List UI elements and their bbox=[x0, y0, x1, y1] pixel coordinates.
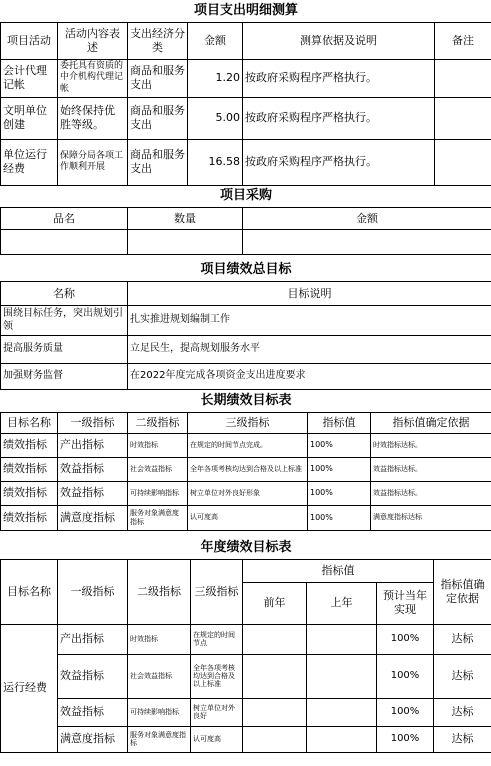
level2-cell: 服务对象满意度指标 bbox=[128, 726, 191, 752]
prev2-cell bbox=[243, 698, 307, 726]
table-row bbox=[1, 481, 491, 505]
header-cell: 指标值确定依据 bbox=[434, 559, 491, 624]
procurement-table bbox=[0, 186, 491, 260]
note-cell bbox=[435, 139, 491, 185]
header-cell: 三级指标 bbox=[191, 559, 243, 624]
level1-cell: 效益指标 bbox=[58, 698, 128, 726]
level3-cell: 在规定的时间节点 bbox=[191, 624, 243, 654]
target-name-cell: 绩效指标 bbox=[1, 457, 58, 481]
header-cell: 指标值 bbox=[243, 559, 434, 582]
basis-cell: 达标 bbox=[434, 726, 491, 752]
goal-name-cell: 围绕目标任务，突出规划引领 bbox=[1, 306, 128, 336]
target-name-cell: 绩效指标 bbox=[1, 433, 58, 457]
annual-title: 年度绩效目标表 bbox=[200, 539, 292, 555]
basis-cell: 按政府采购程序严格执行。 bbox=[243, 139, 435, 185]
activity-cell: 文明单位创建 bbox=[1, 97, 58, 139]
basis-cell: 达标 bbox=[434, 698, 491, 726]
basis-cell: 按政府采购程序严格执行。 bbox=[243, 97, 435, 139]
table-row bbox=[1, 97, 491, 139]
amount-cell: 5.00 bbox=[188, 97, 243, 139]
table-row bbox=[1, 457, 491, 481]
header-cell: 二级指标 bbox=[128, 559, 191, 624]
value-cell: 100% bbox=[308, 433, 371, 457]
basis-cell: 满意度指标达标 bbox=[371, 505, 491, 530]
level3-cell: 认可度高 bbox=[191, 726, 243, 752]
level3-cell: 全年各项考核均达到合格及以上标准 bbox=[188, 457, 308, 481]
annual-table bbox=[0, 537, 491, 753]
level1-cell: 产出指标 bbox=[58, 624, 128, 654]
goal-name-cell: 加强财务监督 bbox=[1, 364, 128, 390]
prev1-cell bbox=[307, 654, 377, 698]
activity-cell: 会计代理记帐 bbox=[1, 59, 58, 97]
note-cell bbox=[435, 59, 491, 97]
header-cell: 备注 bbox=[435, 22, 491, 59]
table-row bbox=[1, 505, 491, 530]
prev2-cell bbox=[243, 726, 307, 752]
longterm-title: 长期绩效目标表 bbox=[200, 392, 292, 408]
header-cell: 活动内容表述 bbox=[58, 22, 128, 59]
prev1-cell bbox=[307, 698, 377, 726]
header-cell: 二级指标 bbox=[128, 412, 188, 433]
level2-cell: 时效指标 bbox=[128, 624, 191, 654]
prev1-cell bbox=[307, 726, 377, 752]
level1-cell: 产出指标 bbox=[58, 433, 128, 457]
expense-table bbox=[0, 0, 491, 186]
header-cell: 项目活动 bbox=[1, 22, 58, 59]
level2-cell: 可持续影响指标 bbox=[128, 698, 191, 726]
level1-cell: 满意度指标 bbox=[58, 505, 128, 530]
prev1-cell bbox=[307, 624, 377, 654]
level3-cell: 全年各项考核均达到合格及以上标准 bbox=[191, 654, 243, 698]
expense-title: 项目支出明细测算 bbox=[194, 2, 299, 18]
overall-goal-table bbox=[0, 260, 491, 391]
category-cell: 商品和服务支出 bbox=[128, 139, 188, 185]
level1-cell: 满意度指标 bbox=[58, 726, 128, 752]
basis-cell: 效益指标达标。 bbox=[371, 457, 491, 481]
table-row bbox=[1, 624, 491, 654]
level1-cell: 效益指标 bbox=[58, 654, 128, 698]
goal-name-cell: 提高服务质量 bbox=[1, 336, 128, 364]
table-row bbox=[1, 306, 491, 336]
header-cell: 前年 bbox=[243, 582, 307, 624]
header-cell: 品名 bbox=[1, 208, 128, 230]
empty-cell bbox=[1, 230, 128, 255]
table-row bbox=[1, 654, 491, 698]
content-cell: 始终保持优胜等级。 bbox=[58, 97, 128, 139]
goal-desc-cell: 在2022年度完成各项资金支出进度要求 bbox=[128, 364, 491, 390]
header-cell: 目标名称 bbox=[1, 559, 58, 624]
header-cell: 一级指标 bbox=[58, 412, 128, 433]
expected-cell: 100% bbox=[377, 624, 434, 654]
activity-cell: 单位运行经费 bbox=[1, 139, 58, 185]
goal-desc-cell: 扎实推进规划编制工作 bbox=[128, 306, 491, 336]
table-row bbox=[1, 726, 491, 752]
level1-cell: 效益指标 bbox=[58, 481, 128, 505]
prev2-cell bbox=[243, 624, 307, 654]
amount-cell: 1.20 bbox=[188, 59, 243, 97]
level3-cell: 认可度高 bbox=[188, 505, 308, 530]
level2-cell: 时效指标 bbox=[128, 433, 188, 457]
level2-cell: 服务对象满意度指标 bbox=[128, 505, 188, 530]
expected-cell: 100% bbox=[377, 698, 434, 726]
goal-desc-cell: 立足民生，提高规划服务水平 bbox=[128, 336, 491, 364]
level2-cell: 社会效益指标 bbox=[128, 654, 191, 698]
level2-cell: 社会效益指标 bbox=[128, 457, 188, 481]
overall-title: 项目绩效总目标 bbox=[200, 262, 292, 278]
header-cell: 目标名称 bbox=[1, 412, 58, 433]
level2-cell: 可持续影响指标 bbox=[128, 481, 188, 505]
level1-cell: 效益指标 bbox=[58, 457, 128, 481]
header-cell: 指标值确定依据 bbox=[371, 412, 491, 433]
level3-cell: 在规定的时间节点完成。 bbox=[188, 433, 308, 457]
amount-cell: 16.58 bbox=[188, 139, 243, 185]
content-cell: 委托具有资质的中介机构代理记帐 bbox=[58, 59, 128, 97]
longterm-table bbox=[0, 390, 491, 537]
empty-cell bbox=[243, 230, 491, 255]
value-cell: 100% bbox=[308, 457, 371, 481]
target-name-cell: 绩效指标 bbox=[1, 481, 58, 505]
value-cell: 100% bbox=[308, 505, 371, 530]
table-row bbox=[1, 336, 491, 364]
header-cell: 名称 bbox=[1, 282, 128, 306]
expected-cell: 100% bbox=[377, 654, 434, 698]
prev2-cell bbox=[243, 654, 307, 698]
table-row bbox=[1, 364, 491, 390]
value-cell: 100% bbox=[308, 481, 371, 505]
header-cell: 支出经济分类 bbox=[128, 22, 188, 59]
basis-cell: 效益指标达标。 bbox=[371, 481, 491, 505]
table-row bbox=[1, 433, 491, 457]
header-cell: 测算依据及说明 bbox=[243, 22, 435, 59]
basis-cell: 达标 bbox=[434, 654, 491, 698]
level3-cell: 树立单位对外良好形象 bbox=[188, 481, 308, 505]
header-cell: 数量 bbox=[128, 208, 243, 230]
category-cell: 商品和服务支出 bbox=[128, 59, 188, 97]
header-cell: 一级指标 bbox=[58, 559, 128, 624]
header-cell: 金额 bbox=[243, 208, 491, 230]
header-cell: 上年 bbox=[307, 582, 377, 624]
header-cell: 预计当年实现 bbox=[377, 582, 434, 624]
empty-cell bbox=[128, 230, 243, 255]
basis-cell: 按政府采购程序严格执行。 bbox=[243, 59, 435, 97]
header-cell: 目标说明 bbox=[128, 282, 491, 306]
target-name-cell: 绩效指标 bbox=[1, 505, 58, 530]
level3-cell: 树立单位对外良好 bbox=[191, 698, 243, 726]
table-row bbox=[1, 139, 491, 185]
header-cell: 金额 bbox=[188, 22, 243, 59]
content-cell: 保障分局各项工作顺利开展 bbox=[58, 139, 128, 185]
category-cell: 商品和服务支出 bbox=[128, 97, 188, 139]
table-row bbox=[1, 230, 491, 255]
note-cell bbox=[435, 97, 491, 139]
basis-cell: 时效指标达标。 bbox=[371, 433, 491, 457]
group-name-cell: 运行经费 bbox=[1, 624, 58, 752]
expected-cell: 100% bbox=[377, 726, 434, 752]
table-row bbox=[1, 698, 491, 726]
basis-cell: 达标 bbox=[434, 624, 491, 654]
header-cell: 指标值 bbox=[308, 412, 371, 433]
table-row bbox=[1, 59, 491, 97]
procurement-title: 项目采购 bbox=[219, 188, 272, 204]
header-cell: 三级指标 bbox=[188, 412, 308, 433]
